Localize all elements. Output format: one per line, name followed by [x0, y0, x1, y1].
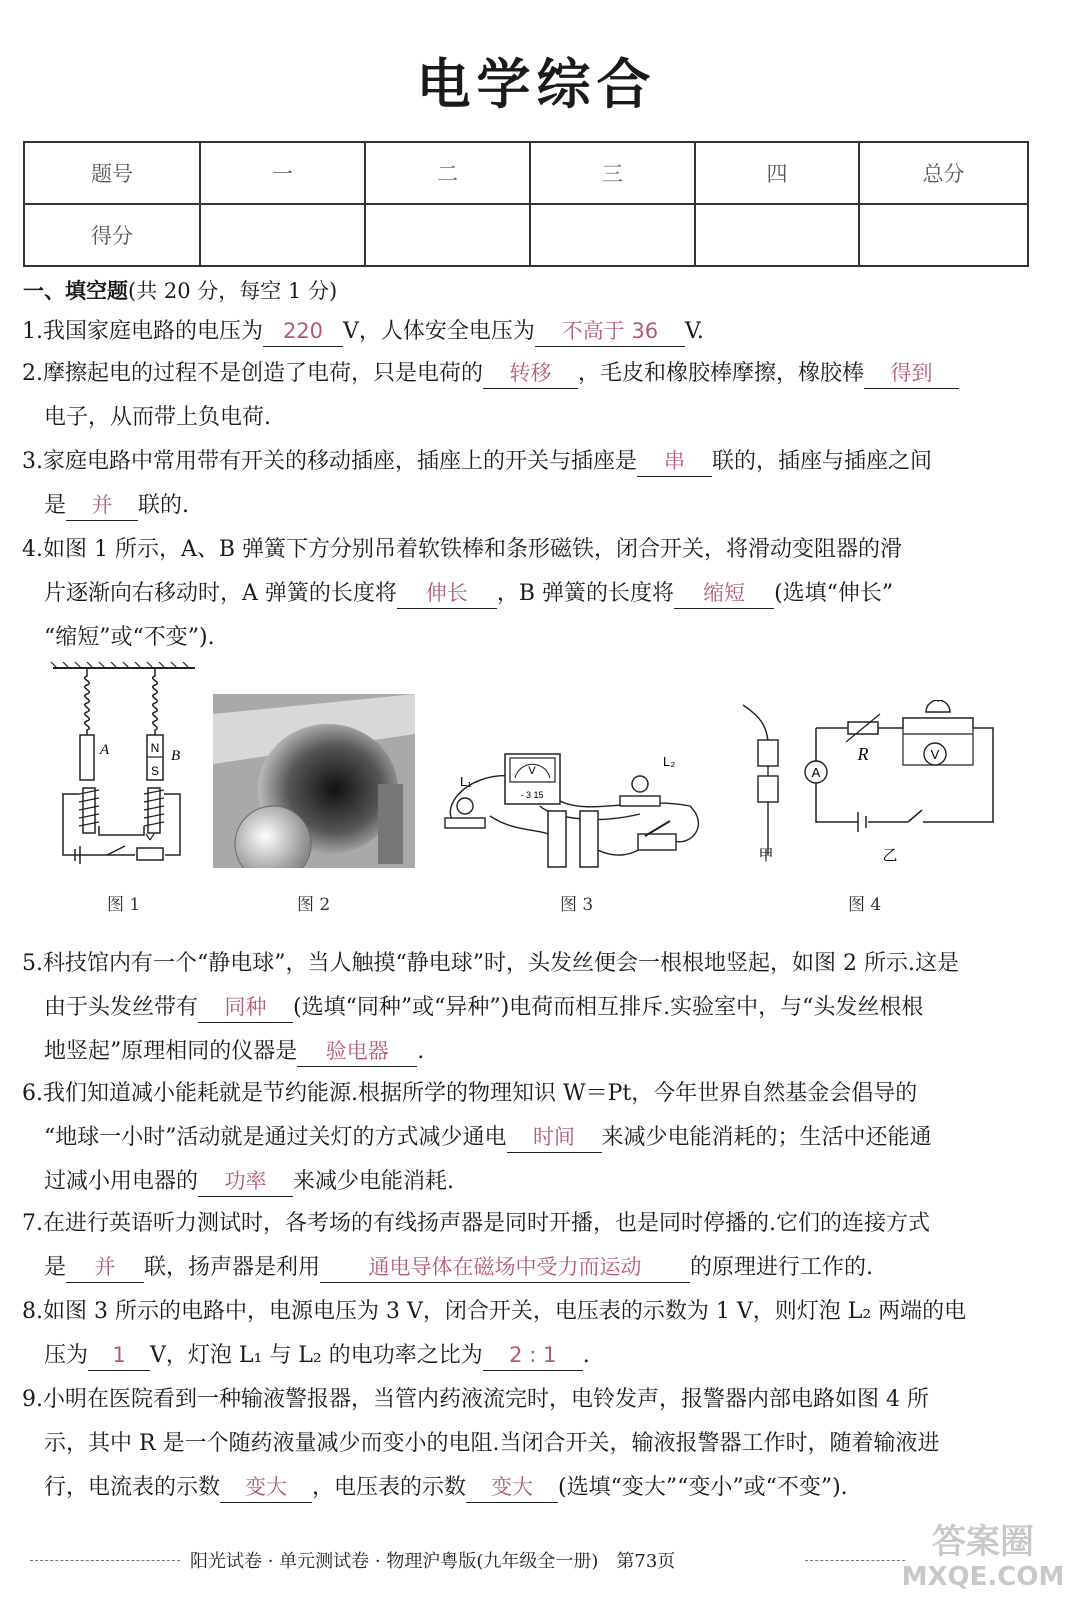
q6-text: 过减小用电器的 [44, 1169, 199, 1194]
fig1-label-b: B [171, 748, 181, 764]
q9-text: (选填“变大”“变小”或“不变”). [558, 1475, 848, 1500]
q3-blank-1[interactable]: 串 [637, 446, 712, 477]
q7-text: 联，扬声器是利用 [144, 1255, 321, 1280]
score-cell[interactable] [859, 204, 1028, 266]
q2-text: 2.摩擦起电的过程不是创造了电荷，只是电荷的 [22, 361, 483, 386]
q3-text: 联的. [138, 493, 190, 518]
q6-text: 来减少电能消耗. [293, 1169, 455, 1194]
q7-blank-2[interactable]: 通电导体在磁场中受力而运动 [320, 1252, 690, 1283]
score-row-label: 得分 [24, 204, 200, 266]
footer-divider [30, 1560, 180, 1561]
score-table [23, 141, 1029, 267]
fig3-meter-v: V [528, 765, 536, 777]
score-cell[interactable] [200, 204, 365, 266]
question-3 [22, 440, 1032, 528]
question-8 [22, 1290, 1032, 1378]
q9-blank-1[interactable]: 变大 [220, 1472, 312, 1503]
q8-text: . [582, 1343, 590, 1368]
q3-text: 是 [44, 493, 67, 518]
fig4-label-r: R [857, 744, 869, 764]
q4-text: 4.如图 1 所示，A、B 弹簧下方分别吊着软铁棒和条形磁铁，闭合开关，将滑动变阻器的滑 [22, 537, 903, 562]
score-header-cell: 总分 [859, 142, 1028, 204]
figure-4-caption: 图 4 [848, 895, 882, 915]
q7-blank-1[interactable]: 并 [66, 1252, 144, 1283]
q9-blank-2[interactable]: 变大 [466, 1472, 558, 1503]
q4-text: (选填“伸长” [774, 581, 894, 606]
score-cell[interactable] [530, 204, 695, 266]
q5-text: 由于头发丝带有 [44, 995, 199, 1020]
figure-3-circuit [440, 746, 705, 870]
score-header-cell: 三 [530, 142, 695, 204]
q9-text: 9.小明在医院看到一种输液警报器，当管内药液流完时，电铃发声，报警器内部电路如图 4 所 [22, 1387, 929, 1412]
fig4-label-jia: 甲 [758, 846, 774, 864]
fig4-voltmeter: V [930, 747, 940, 762]
q1-text: V，人体安全电压为 [343, 319, 535, 344]
figure-2-caption: 图 2 [297, 895, 331, 915]
score-header-cell: 一 [200, 142, 365, 204]
score-table-header-row [24, 142, 1028, 204]
question-2 [22, 352, 1032, 440]
q2-text: ，毛皮和橡胶棒摩擦，橡胶棒 [578, 361, 865, 386]
q9-text: ，电压表的示数 [312, 1475, 467, 1500]
fig3-meter-ticks: - 3 15 [520, 790, 544, 800]
q8-blank-1[interactable]: 1 [88, 1340, 150, 1371]
q5-text: (选填“同种”或“异种”)电荷而相互排斥.实验室中，与“头发丝根根 [293, 995, 924, 1020]
q8-blank-2[interactable]: 2 : 1 [483, 1340, 583, 1371]
question-4 [22, 528, 1032, 660]
score-cell[interactable] [695, 204, 859, 266]
figure-2-static-ball-photo [213, 694, 415, 868]
q4-blank-1[interactable]: 伸长 [397, 578, 497, 609]
q2-blank-1[interactable]: 转移 [483, 358, 578, 389]
score-cell[interactable] [365, 204, 530, 266]
question-7 [22, 1202, 1032, 1290]
q2-text: 电子，从而带上负电荷. [44, 405, 271, 430]
q5-text: . [417, 1039, 425, 1064]
fig4-ammeter: A [811, 765, 821, 780]
q6-text: 6.我们知道减小能耗就是节约能源.根据所学的物理知识 W＝Pt，今年世界自然基金会倡导的 [22, 1081, 918, 1106]
section-title: 一、填空题 [23, 279, 128, 303]
fig3-label-l2: L₂ [663, 754, 676, 769]
watermark-text: 答案圈 [932, 1522, 1034, 1562]
page-footer [30, 1547, 1040, 1577]
q5-blank-2[interactable]: 验电器 [297, 1036, 417, 1067]
score-header-cell: 题号 [24, 142, 200, 204]
q9-text: 示，其中 R 是一个随药液量减少而变小的电阻.当闭合开关，输液报警器工作时，随着输液进 [44, 1431, 940, 1456]
footer-text: 阳光试卷 · 单元测试卷 · 物理沪粤版(九年级全一册) 第73页 [190, 1551, 676, 1572]
question-6 [22, 1072, 1032, 1204]
score-header-cell: 四 [695, 142, 859, 204]
page-title: 电学综合 [416, 53, 657, 116]
q6-text: “地球一小时”活动就是通过关灯的方式减少通电 [44, 1125, 507, 1150]
q9-text: 行，电流表的示数 [44, 1475, 221, 1500]
q1-text: 1.我国家庭电路的电压为 [22, 319, 263, 344]
footer-divider [805, 1560, 905, 1561]
section-note: (共 20 分，每空 1 分) [128, 279, 338, 303]
fig4-label-yi: 乙 [882, 846, 898, 864]
q7-text: 是 [44, 1255, 67, 1280]
q5-text: 地竖起”原理相同的仪器是 [44, 1039, 298, 1064]
fig1-label-n: N [150, 741, 160, 755]
q5-blank-1[interactable]: 同种 [198, 992, 293, 1023]
question-5 [22, 942, 1032, 1074]
watermark-logo [895, 1505, 1065, 1595]
fig1-label-s: S [150, 764, 160, 778]
q3-text: 联的，插座与插座之间 [712, 449, 933, 474]
score-table-score-row [24, 204, 1028, 266]
score-header-cell: 二 [365, 142, 530, 204]
q1-text: V. [684, 319, 704, 344]
q3-blank-2[interactable]: 并 [66, 490, 138, 521]
q6-blank-2[interactable]: 功率 [198, 1166, 293, 1197]
q3-text: 3.家庭电路中常用带有开关的移动插座，插座上的开关与插座是 [22, 449, 637, 474]
question-1 [22, 310, 1032, 354]
section-heading [23, 275, 337, 305]
fig1-label-a: A [100, 742, 110, 758]
q4-text: ，B 弹簧的长度将 [496, 581, 675, 606]
figure-3-caption: 图 3 [560, 895, 594, 915]
q4-text: “缩短”或“不变”). [44, 625, 215, 650]
question-9 [22, 1378, 1032, 1510]
q5-text: 5.科技馆内有一个“静电球”，当人触摸“静电球”时，头发丝便会一根根地竖起，如图 2 所示.这是 [22, 951, 959, 976]
q1-blank-1[interactable]: 220 [263, 316, 343, 347]
q6-blank-1[interactable]: 时间 [507, 1122, 602, 1153]
figure-4-alarm-circuit [738, 700, 1008, 870]
q2-blank-2[interactable]: 得到 [864, 358, 959, 389]
q4-blank-2[interactable]: 缩短 [674, 578, 774, 609]
q7-text: 7.在进行英语听力测试时，各考场的有线扬声器是同时开播，也是同时停播的.它们的连接方式 [22, 1211, 930, 1236]
q1-blank-2[interactable]: 不高于 36 [535, 316, 685, 347]
fig3-label-l1: L₁ [460, 774, 472, 789]
q8-text: 8.如图 3 所示的电路中，电源电压为 3 V，闭合开关，电压表的示数为 1 V，则灯泡 L₂ 两端的电 [22, 1299, 967, 1324]
q7-text: 的原理进行工作的. [690, 1255, 874, 1280]
q4-text: 片逐渐向右移动时，A 弹簧的长度将 [44, 581, 397, 606]
figure-1-caption: 图 1 [107, 895, 141, 915]
watermark-url: MXQE.COM [901, 1562, 1065, 1592]
q8-text: V，灯泡 L₁ 与 L₂ 的电功率之比为 [150, 1343, 483, 1368]
figure-1-electromagnet [45, 660, 205, 865]
q8-text: 压为 [44, 1343, 89, 1368]
q6-text: 来减少电能消耗的；生活中还能通 [601, 1125, 932, 1150]
